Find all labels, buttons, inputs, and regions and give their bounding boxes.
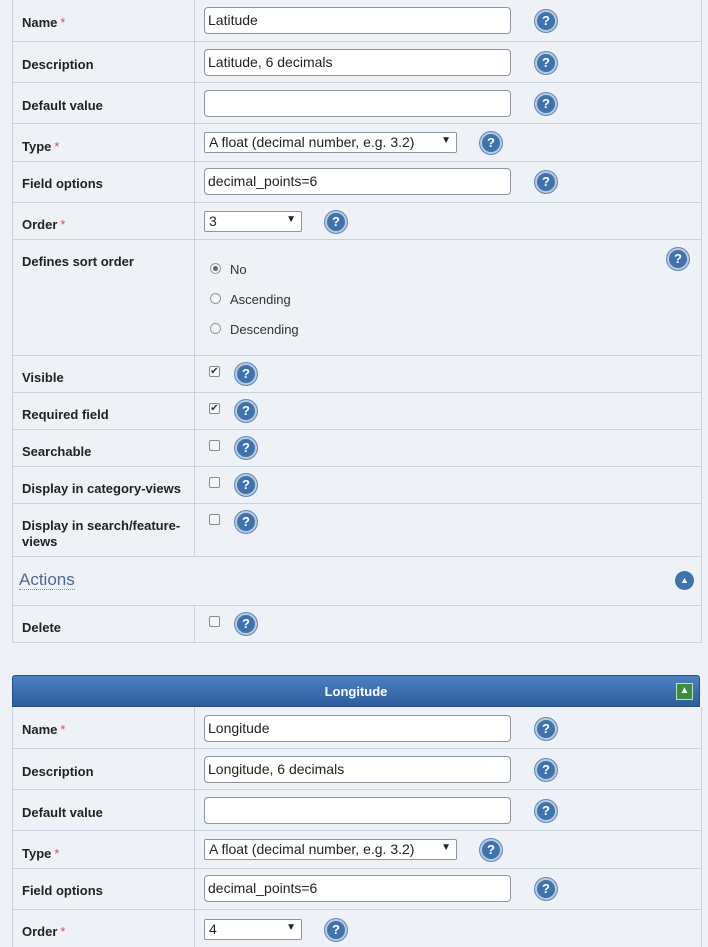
order-label: Order — [22, 217, 58, 232]
latitude-field-table — [12, 0, 702, 643]
default-value-row — [13, 83, 701, 124]
name-row — [13, 0, 701, 42]
description-row — [13, 749, 701, 790]
help-icon[interactable]: ? — [480, 132, 502, 154]
help-icon[interactable]: ? — [235, 613, 257, 635]
actions-section — [13, 557, 701, 606]
help-icon[interactable]: ? — [535, 878, 557, 900]
sort-option-label: Ascending — [230, 292, 291, 307]
default-value-input[interactable] — [204, 797, 511, 824]
visible-label: Visible — [22, 370, 64, 385]
default-value-row — [13, 790, 701, 831]
description-input[interactable]: Latitude, 6 decimals — [204, 49, 511, 76]
category-views-checkbox[interactable] — [209, 477, 220, 488]
search-views-label-cont: views — [22, 534, 58, 549]
collapse-up-icon[interactable]: ▲ — [675, 571, 694, 590]
longitude-field-table — [12, 707, 702, 947]
help-icon[interactable]: ? — [535, 759, 557, 781]
name-input[interactable]: Latitude — [204, 7, 511, 34]
sort-option-label: Descending — [230, 322, 299, 337]
name-label: Name — [22, 722, 58, 737]
default-value-label: Default value — [22, 98, 103, 113]
delete-row — [13, 606, 701, 643]
required-marker: * — [60, 722, 66, 737]
order-select[interactable] — [204, 211, 302, 232]
description-label: Description — [22, 764, 94, 779]
help-icon[interactable]: ? — [535, 800, 557, 822]
help-icon[interactable]: ? — [535, 171, 557, 193]
order-label: Order — [22, 924, 58, 939]
radio-button[interactable] — [210, 323, 221, 334]
order-row — [13, 203, 701, 240]
order-select-value: 4 — [209, 921, 217, 937]
help-icon[interactable]: ? — [235, 511, 257, 533]
help-icon[interactable]: ? — [535, 52, 557, 74]
category-views-row — [13, 467, 701, 504]
name-label: Name — [22, 15, 58, 30]
help-icon[interactable]: ? — [535, 10, 557, 32]
collapse-icon[interactable]: ▲ — [676, 683, 693, 700]
delete-checkbox[interactable] — [209, 616, 220, 627]
sort-order-label: Defines sort order — [22, 254, 134, 269]
type-label: Type — [22, 846, 52, 861]
required-marker: * — [60, 15, 66, 30]
visible-row — [13, 356, 701, 393]
field-options-label: Field options — [22, 176, 103, 191]
help-icon[interactable]: ? — [480, 839, 502, 861]
delete-label: Delete — [22, 620, 62, 635]
chevron-down-icon: ▼ — [441, 135, 451, 146]
actions-title[interactable]: Actions — [19, 570, 75, 589]
order-select-value: 3 — [209, 213, 217, 229]
searchable-checkbox[interactable] — [209, 440, 220, 451]
help-icon[interactable]: ? — [667, 248, 689, 270]
type-row — [13, 124, 701, 162]
field-options-label: Field options — [22, 883, 103, 898]
help-icon[interactable]: ? — [325, 919, 347, 941]
help-icon[interactable]: ? — [535, 93, 557, 115]
name-input[interactable]: Longitude — [204, 715, 511, 742]
required-marker: * — [60, 924, 66, 939]
field-options-input[interactable]: decimal_points=6 — [204, 875, 511, 902]
default-value-input[interactable] — [204, 90, 511, 117]
type-select[interactable] — [204, 839, 457, 860]
name-row — [13, 707, 701, 749]
required-marker: * — [54, 139, 60, 154]
searchable-row — [13, 430, 701, 467]
help-icon[interactable]: ? — [235, 474, 257, 496]
type-select[interactable] — [204, 132, 457, 153]
sort-order-row — [13, 240, 701, 356]
required-marker: * — [54, 846, 60, 861]
search-views-checkbox[interactable] — [209, 514, 220, 525]
search-views-label: Display in search/feature- — [22, 518, 181, 533]
required-marker: * — [60, 217, 66, 232]
field-options-row — [13, 162, 701, 203]
type-row — [13, 831, 701, 869]
type-select-value: A float (decimal number, e.g. 3.2) — [209, 134, 415, 150]
chevron-down-icon: ▼ — [441, 842, 451, 853]
order-row — [13, 910, 701, 947]
required-field-checkbox[interactable]: ✔ — [210, 403, 219, 414]
chevron-down-icon: ▼ — [286, 922, 296, 933]
order-select[interactable] — [204, 919, 302, 940]
type-label: Type — [22, 139, 52, 154]
help-icon[interactable]: ? — [325, 211, 347, 233]
sort-option-label: No — [230, 262, 247, 277]
help-icon[interactable]: ? — [535, 718, 557, 740]
type-select-value: A float (decimal number, e.g. 3.2) — [209, 841, 415, 857]
default-value-label: Default value — [22, 805, 103, 820]
description-label: Description — [22, 57, 94, 72]
help-icon[interactable]: ? — [235, 400, 257, 422]
field-options-input[interactable]: decimal_points=6 — [204, 168, 511, 195]
searchable-label: Searchable — [22, 444, 92, 459]
radio-button[interactable] — [210, 293, 221, 304]
description-input[interactable]: Longitude, 6 decimals — [204, 756, 511, 783]
chevron-down-icon: ▼ — [286, 214, 296, 225]
section-title: Longitude — [324, 684, 388, 699]
field-options-row — [13, 869, 701, 910]
category-views-label: Display in category-views — [22, 481, 181, 496]
visible-checkbox[interactable]: ✔ — [210, 366, 219, 377]
help-icon[interactable]: ? — [235, 437, 257, 459]
longitude-section-header — [12, 675, 700, 707]
radio-button[interactable] — [210, 263, 221, 274]
required-field-row — [13, 393, 701, 430]
description-row — [13, 42, 701, 83]
required-field-label: Required field — [22, 407, 109, 422]
help-icon[interactable]: ? — [235, 363, 257, 385]
search-views-row — [13, 504, 701, 557]
